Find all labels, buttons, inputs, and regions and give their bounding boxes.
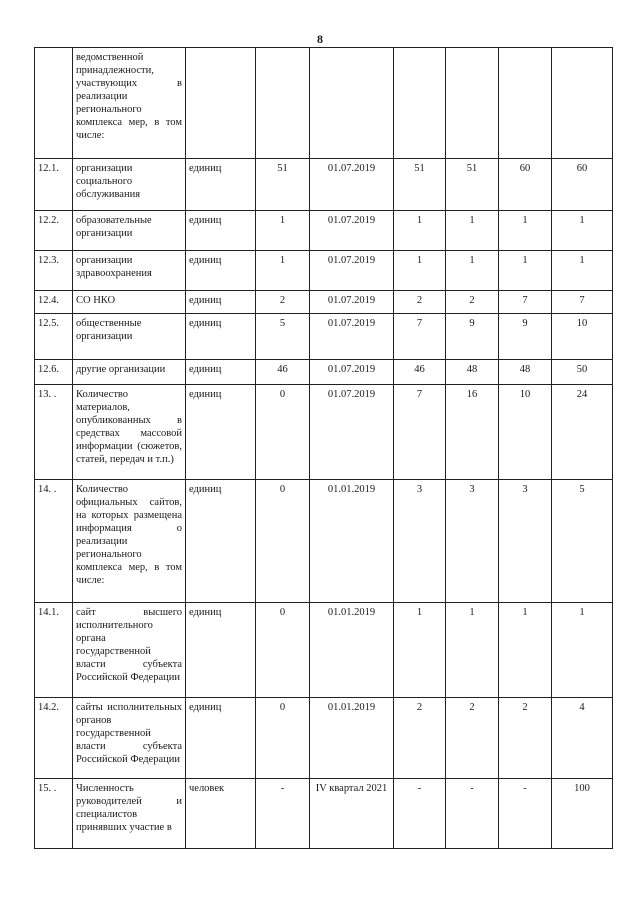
base-value: 51 [256, 159, 310, 211]
value-4: 1 [552, 211, 613, 251]
value-4: 60 [552, 159, 613, 211]
base-value: 2 [256, 291, 310, 314]
value-2: 2 [446, 291, 499, 314]
indicator-name: Количество официальных сайтов, на которых размещена информация о реализации регионального комплекса мер, в том числе: [73, 480, 186, 603]
row-number: 12.2. [35, 211, 73, 251]
value-3: 48 [499, 360, 552, 385]
indicator-name: сайт высшего исполнительного органа государственной власти субъекта Российской Федерации [73, 603, 186, 698]
value-1: - [394, 779, 446, 849]
unit: единиц [186, 314, 256, 360]
base-date: 01.07.2019 [310, 291, 394, 314]
value-1: 1 [394, 211, 446, 251]
base-value: 0 [256, 480, 310, 603]
value-1: 2 [394, 698, 446, 779]
value-4: 5 [552, 480, 613, 603]
base-date: 01.07.2019 [310, 159, 394, 211]
base-date: 01.07.2019 [310, 314, 394, 360]
page-number: 8 [317, 32, 323, 46]
row-number: 12.3. [35, 251, 73, 291]
value-4: 1 [552, 251, 613, 291]
value-1: 7 [394, 385, 446, 480]
value-2: 1 [446, 603, 499, 698]
value-2: 1 [446, 251, 499, 291]
base-date [310, 48, 394, 159]
base-value: 1 [256, 211, 310, 251]
row-number: 14.2. [35, 698, 73, 779]
base-date: 01.07.2019 [310, 360, 394, 385]
row-number: 15. . [35, 779, 73, 849]
value-4: 24 [552, 385, 613, 480]
table-row [35, 48, 613, 159]
value-2: 9 [446, 314, 499, 360]
unit: единиц [186, 603, 256, 698]
table-row [35, 698, 613, 779]
indicator-name: организации здравоохранения [73, 251, 186, 291]
base-value [256, 48, 310, 159]
base-value: 1 [256, 251, 310, 291]
table-row [35, 159, 613, 211]
table-row [35, 211, 613, 251]
value-1: 51 [394, 159, 446, 211]
value-4: 4 [552, 698, 613, 779]
indicator-name: Количество материалов, опубликованных в средствах массовой информации (сюжетов, статей, передач и т.п.) [73, 385, 186, 480]
value-1: 2 [394, 291, 446, 314]
unit: единиц [186, 385, 256, 480]
value-1: 7 [394, 314, 446, 360]
value-3: 1 [499, 603, 552, 698]
value-3: - [499, 779, 552, 849]
row-number: 12.6. [35, 360, 73, 385]
table-row [35, 385, 613, 480]
unit: человек [186, 779, 256, 849]
value-3: 10 [499, 385, 552, 480]
indicator-name: образовательные организации [73, 211, 186, 251]
unit: единиц [186, 211, 256, 251]
table-row [35, 360, 613, 385]
indicator-name: сайты исполнительных органов государственной власти субъекта Российской Федерации [73, 698, 186, 779]
indicator-name: Численность руководителей и специалистов принявших участие в [73, 779, 186, 849]
unit: единиц [186, 291, 256, 314]
table-row [35, 603, 613, 698]
value-4: 7 [552, 291, 613, 314]
value-4: 10 [552, 314, 613, 360]
value-2: 1 [446, 211, 499, 251]
base-value: 0 [256, 385, 310, 480]
indicator-name: СО НКО [73, 291, 186, 314]
table-row [35, 480, 613, 603]
base-date: IV квартал 2021 [310, 779, 394, 849]
value-2: 48 [446, 360, 499, 385]
value-1: 46 [394, 360, 446, 385]
table-row [35, 314, 613, 360]
value-1 [394, 48, 446, 159]
base-value: 46 [256, 360, 310, 385]
value-2 [446, 48, 499, 159]
table-body [35, 48, 613, 849]
value-4: 1 [552, 603, 613, 698]
base-date: 01.01.2019 [310, 603, 394, 698]
value-3: 1 [499, 251, 552, 291]
row-number: 14.1. [35, 603, 73, 698]
base-date: 01.01.2019 [310, 698, 394, 779]
indicator-name: общественные организации [73, 314, 186, 360]
row-number: 12.4. [35, 291, 73, 314]
value-4 [552, 48, 613, 159]
unit: единиц [186, 698, 256, 779]
value-3: 3 [499, 480, 552, 603]
base-value: - [256, 779, 310, 849]
base-value: 5 [256, 314, 310, 360]
value-2: 51 [446, 159, 499, 211]
base-value: 0 [256, 603, 310, 698]
base-date: 01.07.2019 [310, 251, 394, 291]
value-3: 1 [499, 211, 552, 251]
base-date: 01.07.2019 [310, 385, 394, 480]
indicator-name: организации социального обслуживания [73, 159, 186, 211]
value-2: - [446, 779, 499, 849]
value-4: 50 [552, 360, 613, 385]
base-value: 0 [256, 698, 310, 779]
indicator-name: другие организации [73, 360, 186, 385]
indicators-table [34, 47, 613, 849]
value-3: 7 [499, 291, 552, 314]
value-3: 9 [499, 314, 552, 360]
table-row [35, 291, 613, 314]
table-row [35, 251, 613, 291]
value-1: 3 [394, 480, 446, 603]
value-2: 2 [446, 698, 499, 779]
value-1: 1 [394, 603, 446, 698]
base-date: 01.07.2019 [310, 211, 394, 251]
row-number [35, 48, 73, 159]
value-3: 60 [499, 159, 552, 211]
value-1: 1 [394, 251, 446, 291]
unit [186, 48, 256, 159]
indicator-name: ведомственной принадлежности, участвующих в реализации регионального комплекса мер, в том числе: [73, 48, 186, 159]
unit: единиц [186, 159, 256, 211]
row-number: 14. . [35, 480, 73, 603]
unit: единиц [186, 360, 256, 385]
row-number: 13. . [35, 385, 73, 480]
table-row [35, 779, 613, 849]
value-2: 3 [446, 480, 499, 603]
row-number: 12.1. [35, 159, 73, 211]
value-4: 100 [552, 779, 613, 849]
unit: единиц [186, 251, 256, 291]
unit: единиц [186, 480, 256, 603]
value-3 [499, 48, 552, 159]
row-number: 12.5. [35, 314, 73, 360]
value-3: 2 [499, 698, 552, 779]
base-date: 01.01.2019 [310, 480, 394, 603]
value-2: 16 [446, 385, 499, 480]
